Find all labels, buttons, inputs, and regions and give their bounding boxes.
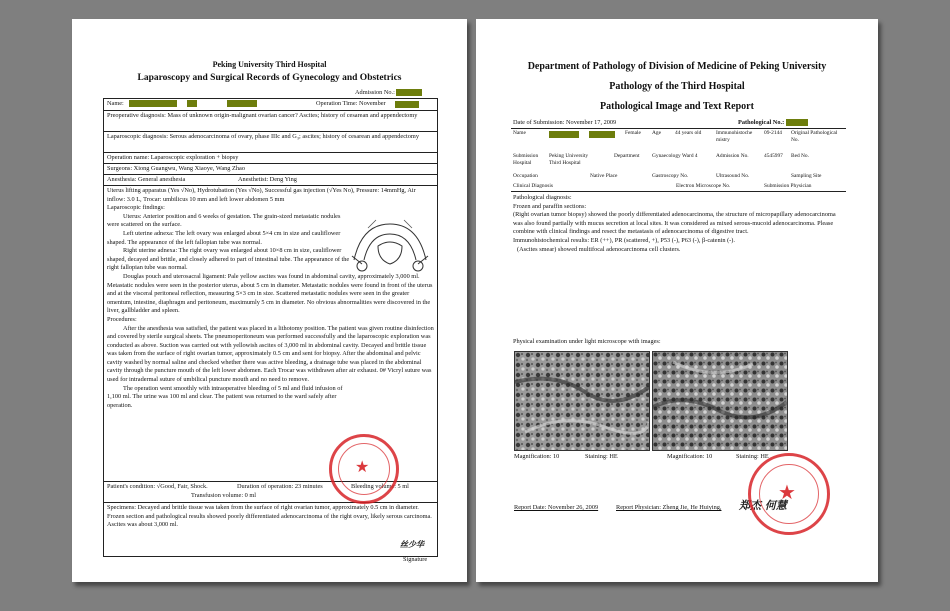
report-date: Report Date: November 26, 2009 [514, 504, 599, 511]
uterus-finding: Uterus: Anterior position and 6 weeks of gestation. The grain-sized metastatic nodules were scattered on the surface. [107, 212, 341, 229]
immuno-label: Immunohistoche mistry [716, 130, 753, 143]
name-row: Name: Operation Time: November [104, 99, 437, 111]
anesthesia-row: Anesthesia: General anesthesia Anesthetist: Deng Ying [104, 175, 437, 186]
microscope-image-2 [652, 351, 788, 451]
native-place-label: Native Place [590, 173, 618, 179]
preoperative-diagnosis: Preoperative diagnosis: Mass of unknown origin-malignant ovarian cancer? Ascites; history of cesarean and appendectomy [104, 111, 437, 132]
right-document-page [476, 19, 878, 582]
ultrasound-label: Ultrasound No. [716, 173, 750, 179]
hospital-name: Pathology of the Third Hospital [609, 81, 745, 92]
occupation-label: Occupation [513, 173, 538, 179]
immuno-number: 09-2144 [764, 130, 782, 136]
staining-2: Staining: HE [736, 453, 769, 460]
specimens: Specimens: Decayed and brittle tissue was taken from the surface of right ovarian tumor, approximately 0.5 cm in diameter. Frozen section and pathological results showed poorly differentiated adenocarcinoma of the right ovary, likely serous carcinoma. Ascites was about 3,000 ml. [107, 504, 432, 529]
pathological-number: Pathological No.: [738, 119, 808, 128]
redaction-mark [129, 100, 177, 107]
header-divider [511, 128, 846, 129]
staining-1: Staining: HE [585, 453, 618, 460]
left-document-page [72, 19, 467, 582]
magnification-2: Magnification: 10 [667, 453, 713, 460]
redaction-mark [396, 89, 422, 96]
admission-no-label: Admission No. [716, 153, 749, 159]
diagnosis-section: Pathological diagnosis: Frozen and paraffin sections: (Right ovarian tumor biopsy) showed the poorly differentiated adenocarcinoma, the structure of micropapillary adenocarcinoma was also found partially with mucus secretion at local sites. It was considered as mixed serous-mucoid adenocarcinoma. Please combine with clinical findings and resect the metastasis of adenocarcinoma of digestive tract. Immunohistochemical results: ER (++), PR (scattered, +), P53 (-), P63 (-), β-catenin (-). (Ascites smear) showed multifocal adenocarcinoma cell clusters. [513, 194, 836, 253]
submission-hospital-label: Submission Hospital [513, 153, 539, 166]
uterus-sketch [348, 216, 432, 278]
original-pathological-no: Original Pathological No. [791, 130, 838, 143]
age-value: 44 years old [675, 130, 702, 136]
physician-signature: 郑杰 何慧 [739, 499, 787, 512]
hospital-name: Peking University Third Hospital [212, 60, 327, 69]
operation-name: Operation name: Laparoscopic exploration + biopsy [104, 153, 437, 164]
ward-value: Gynaecology Ward 4 [652, 153, 698, 159]
uterus-lifting: Uterus lifting apparatus (Yes √No), Hydrotubation (Yes √No), Successful gas injection (√Yes No), Pressure: 14mmHg, Air inflow: 3.0 L, Trocar: umbilicus 10 mm and left lower abdomen 5 mm [107, 187, 416, 203]
electron-microscope-label: Electron Microscope No. [676, 183, 731, 189]
findings-heading: Laparoscopic findings: [107, 204, 165, 212]
document-title: Laparoscopy and Surgical Records of Gynecology and Obstetrics [137, 73, 402, 83]
right-adnexa-finding: Right uterine adnexa: The right ovary was enlarged about 10×8 cm in size, cauliflower shaped, decayed and brittle, and closely adhered to part of intestinal tube. The appearance of the right fallopian tube was normal. [107, 247, 350, 272]
laparoscopic-diagnosis: Laparoscopic diagnosis: Serous adenocarcinoma of ovary, phase IIIc and G₃; ascites; history of cesarean and appendectomy [104, 132, 437, 153]
admission-label: Admission No.: [355, 89, 422, 98]
bed-no-label: Bed No. [791, 153, 809, 159]
redaction-mark [227, 100, 257, 107]
left-adnexa-finding: Left uterine adnexa: The left ovary was enlarged about 5×4 cm in size and cauliflower shaped. The appearance of the left fallopian tube was normal. [107, 229, 341, 246]
redaction-mark [187, 100, 197, 107]
sampling-site-label: Sampling Site [791, 173, 822, 179]
submission-hospital-value: Peking University Third Hospital [549, 153, 589, 166]
submission-date: Date of Submission: November 17, 2009 [513, 119, 617, 126]
microscope-image-1 [514, 351, 650, 451]
procedures-heading: Procedures: [107, 315, 137, 323]
procedure-outcome: The operation went smoothly with intraoperative bleeding of 5 ml and fluid infusion of 1,100 ml. The urine was 100 ml and clear. The patient was returned to the ward safely after operation. [107, 384, 343, 409]
signature-label: Signature [403, 556, 428, 563]
report-physician: Report Physician: Zheng Jie, He Huiying, [616, 504, 722, 511]
douglas-finding: Douglas pouch and uterosacral ligament: Pale yellow ascites was found in abdominal cavity, approximately 3,000 ml. Metastatic nodules were seen in the posterior uterus, about 5 cm in diameter. Metastatic nodules were found in front of the uterus and at the visceral peritoneal reflection, measuring 5×3 cm in size. Scattered metastatic nodules were seen in the greater omentum, intestine, diaphragm and peritoneum, maximumly 5 cm in diameter. No obvious abnormalities were discovered in the liver, gallbladder and spleen. [107, 272, 433, 315]
sex-value: Female [625, 130, 641, 136]
magnification-1: Magnification: 10 [514, 453, 560, 460]
table-divider [511, 191, 846, 192]
microscope-heading: Physical examination under light microscope with images: [513, 338, 661, 345]
department-label: Department [614, 153, 640, 159]
redaction-mark [786, 119, 808, 126]
redaction-mark [549, 131, 579, 138]
condition-row: Patient's condition: √Good, Fair, Shock. Duration of operation: 23 minutes Bleeding volume: 5 ml Transfusion volume: 0 ml [104, 481, 437, 503]
redaction-mark [395, 101, 419, 108]
procedure-text: After the anesthesia was satisfied, the patient was placed in a lithotomy position. The patient was given routine disinfection and covered by sterile surgical sheets. The pneumoperitoneum was performed successfully and the laparoscopic exploration was conducted as above. Suction was carried out with yellowish ascites of 3,000 ml in abdominal cavity. Decayed and brittle tissue was taken from the surface of right ovarian tumor, approximately 0.5 cm and sent for biopsy. After the abdominal and pelvic cavity washed by normal saline and checked whether there was active bleeding, a drainage tube was placed in the abdominal cavity through the puncture mouth of the left lower abdomen. Each Trocar was withdrawn after air exhaust. 0# Vicryl suture was used for intradermal suture of umbilical puncture mouth and no need to remove. [107, 324, 434, 384]
surgeons: Surgeons: Xiong Guangwu, Wang Xiaoyе, Wang Zhao [104, 164, 437, 175]
pathology-seal: ★ [748, 453, 830, 535]
department-name: Department of Pathology of Division of Medicine of Peking University [527, 61, 827, 72]
clinical-diagnosis-label: Clinical Diagnosis [513, 183, 553, 189]
admission-no-value: 4545997 [764, 153, 783, 159]
surgeon-signature: 丝少华 [400, 539, 424, 549]
hospital-seal: ★ [329, 434, 399, 504]
redaction-mark [589, 131, 615, 138]
submission-physician-label: Submission Physician [764, 183, 812, 189]
gastroscopy-label: Gastroscopy No. [652, 173, 689, 179]
age-label: Age [652, 130, 661, 136]
report-title: Pathological Image and Text Report [600, 101, 754, 112]
patient-name-label: Name [513, 130, 526, 136]
